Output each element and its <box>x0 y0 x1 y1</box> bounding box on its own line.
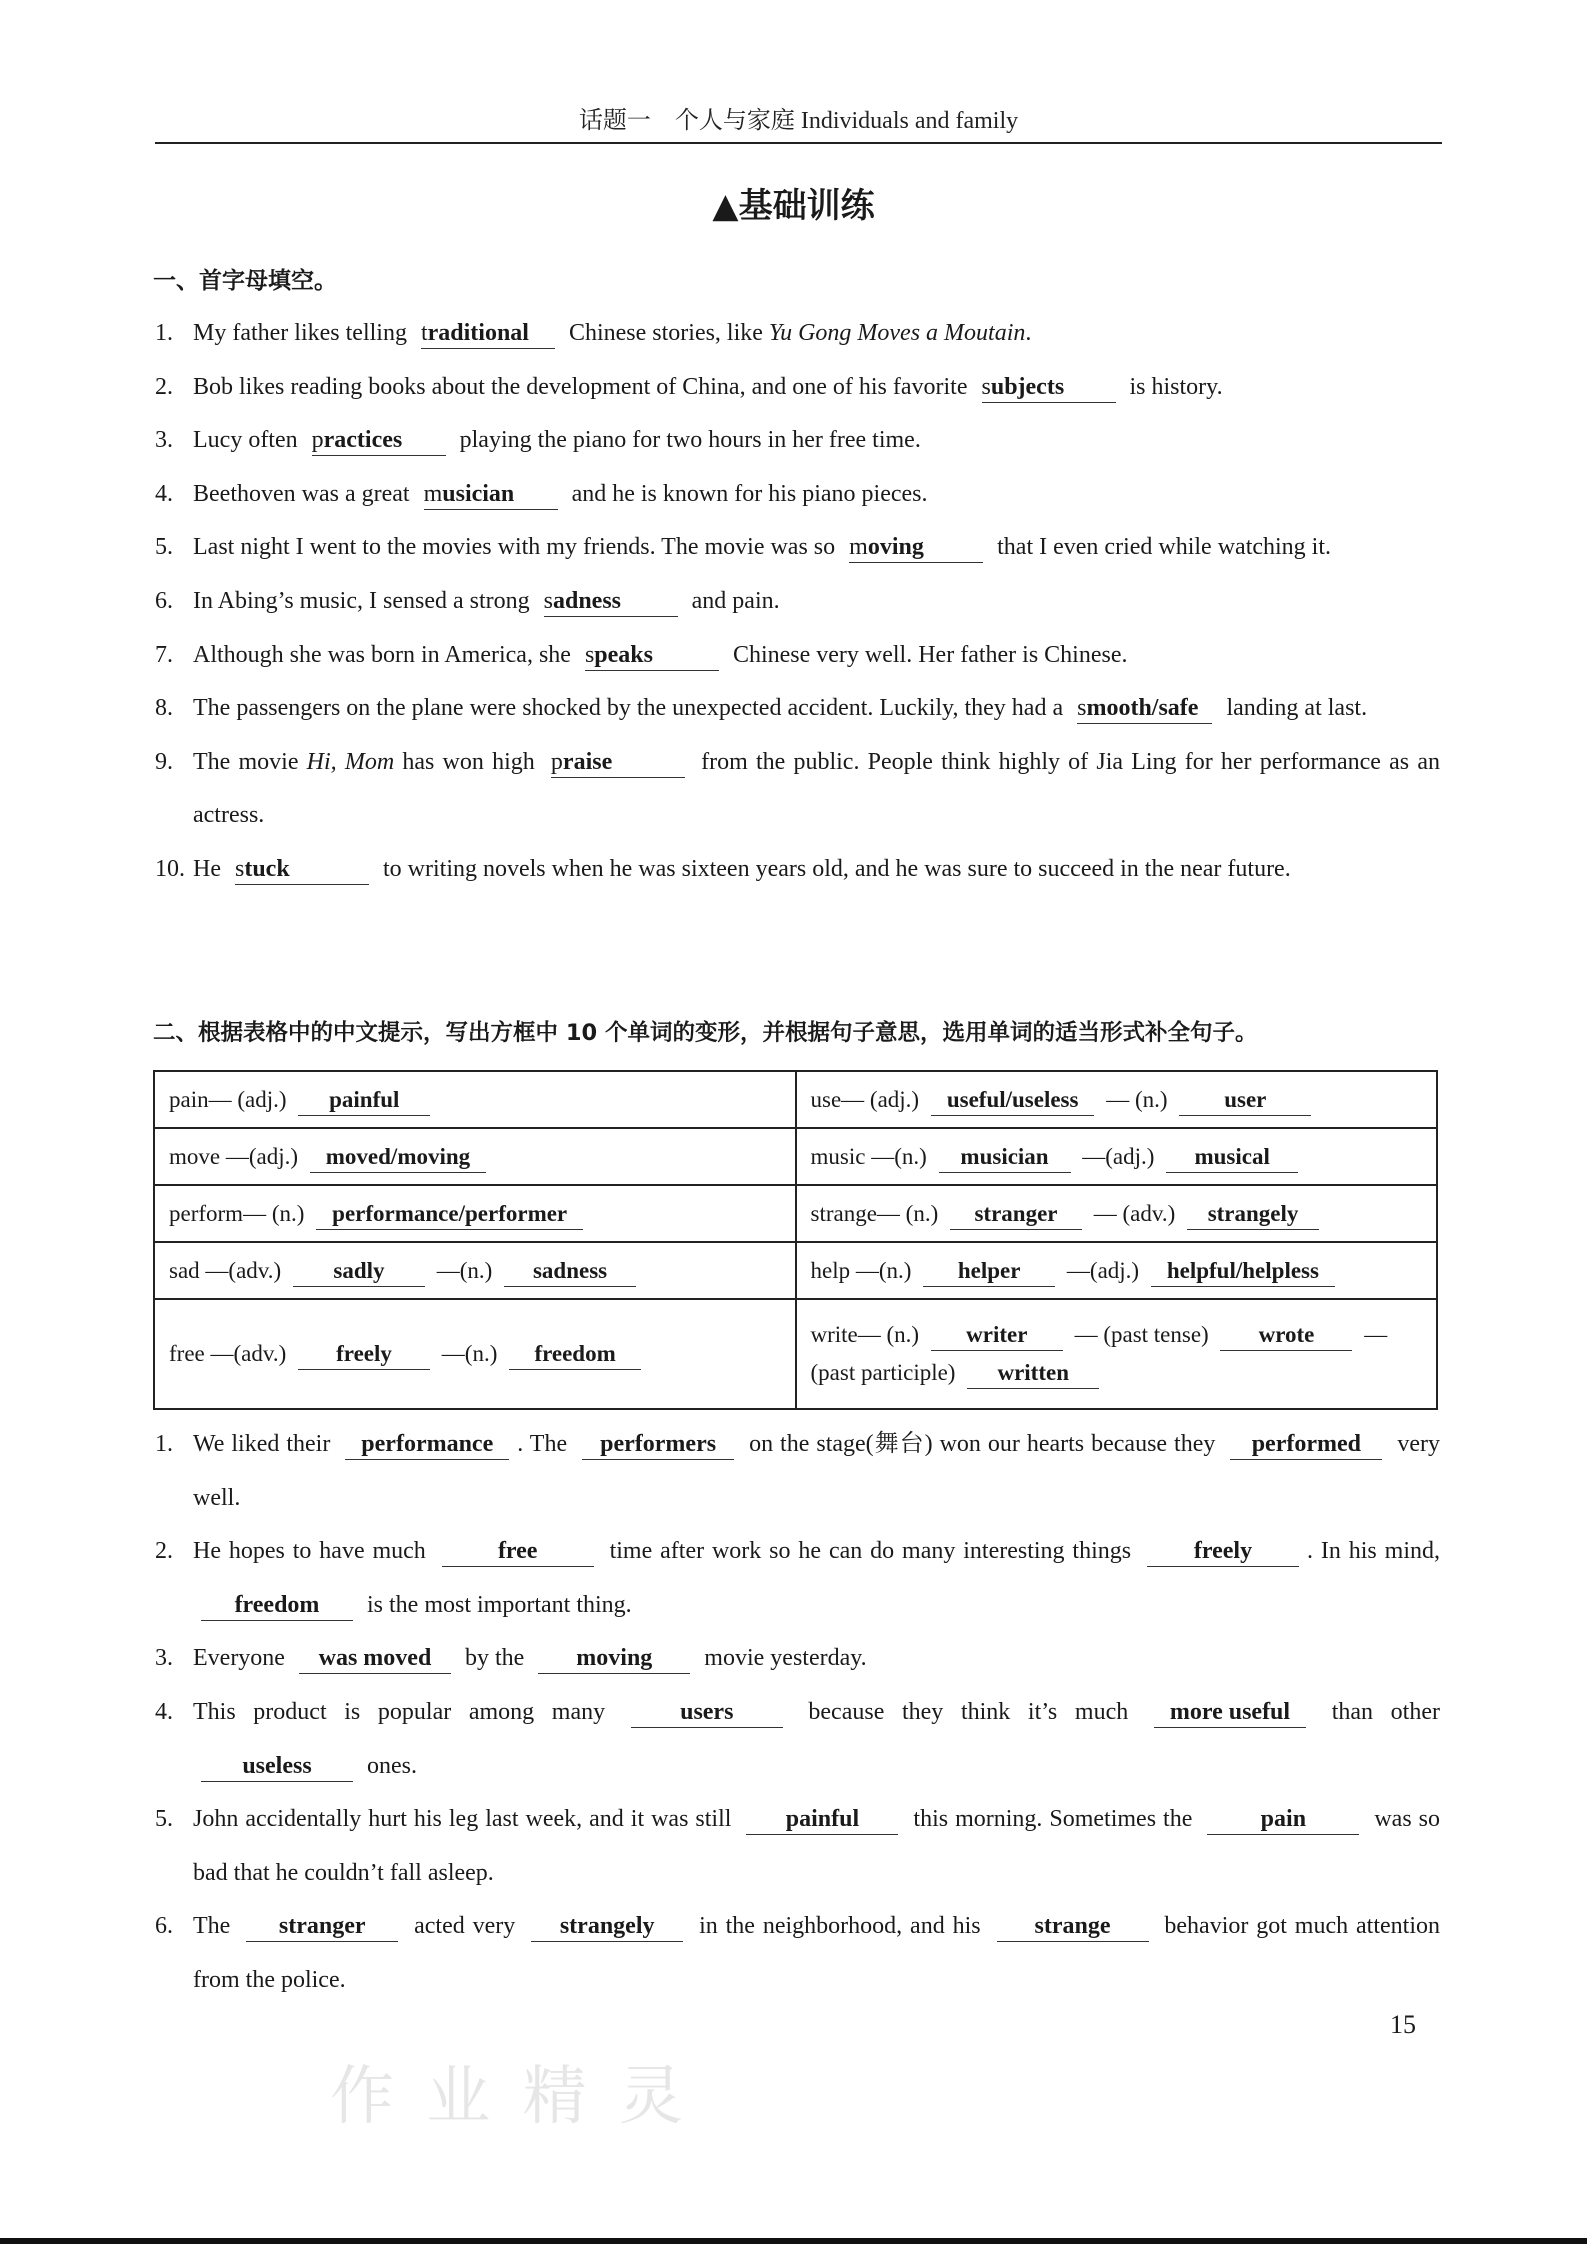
answer-blank <box>310 1142 486 1173</box>
answer-blank <box>631 1697 783 1728</box>
sentence-text: — (past participle) <box>810 1322 1388 1385</box>
sentence-text: and pain. <box>685 587 780 614</box>
sentence-text: pain— (adj.) <box>169 1086 293 1112</box>
table-row <box>154 1242 1437 1299</box>
word-forms-table <box>153 1070 1438 1410</box>
answer-blank <box>424 479 558 510</box>
answer-blank <box>982 372 1116 403</box>
answer-text: helpful/helpless <box>1166 1257 1319 1283</box>
question-item <box>155 414 1440 468</box>
question-number: 1. <box>155 1431 173 1457</box>
answer-blank <box>939 1142 1071 1173</box>
sentence-text: This product is popular among many <box>193 1698 623 1725</box>
sentence-text: and he is known for his piano pieces. <box>565 480 928 507</box>
answer-text: tuck <box>244 855 290 882</box>
answer-blank <box>931 1085 1095 1116</box>
question-number: 8. <box>155 695 173 722</box>
sentence-text: sad —(adv.) <box>169 1257 287 1283</box>
blank-initial-letter: p <box>311 427 324 454</box>
answer-blank <box>585 640 719 671</box>
sentence-text: — (adv.) <box>1088 1200 1182 1226</box>
sentence-text: In Abing’s music, I sensed a strong <box>193 587 536 614</box>
answer-text: freely <box>1193 1538 1253 1565</box>
blank-initial-letter: p <box>550 748 563 775</box>
sentence-text: We liked their <box>193 1431 338 1457</box>
sentence-text: —(adj.) <box>1061 1257 1145 1283</box>
blank-initial-letter: m <box>849 534 868 561</box>
question-item <box>155 736 1440 843</box>
question-item <box>155 1793 1440 1900</box>
sentence-text: —(n.) <box>430 1257 499 1283</box>
sentence-text: music —(n.) <box>810 1143 933 1169</box>
question-number: 10. <box>155 855 185 882</box>
answer-blank <box>201 1590 353 1621</box>
answer-text: writer <box>966 1322 1028 1347</box>
sentence-text: The movie <box>193 748 307 775</box>
sentence-text: Lucy often <box>193 427 304 454</box>
table-cell <box>796 1128 1438 1185</box>
answer-blank <box>950 1199 1082 1230</box>
blank-initial-letter: s <box>584 641 595 668</box>
answer-text: ubjects <box>990 373 1065 400</box>
answer-blank <box>997 1911 1149 1942</box>
answer-text: freedom <box>534 1341 616 1366</box>
blank-initial-letter: m <box>423 480 443 507</box>
question-number: 4. <box>155 1698 173 1725</box>
sentence-text: this morning. Sometimes the <box>906 1806 1200 1833</box>
question-number: 3. <box>155 1645 173 1672</box>
bottom-border <box>0 2238 1587 2244</box>
table-cell <box>154 1071 796 1128</box>
question-number: 6. <box>155 1913 173 1940</box>
answer-text: sadness <box>532 1257 608 1283</box>
question-item <box>155 575 1440 629</box>
sentence-text: acted very <box>406 1913 524 1940</box>
table-cell <box>154 1299 796 1409</box>
answer-text: users <box>680 1698 734 1725</box>
table-cell <box>154 1185 796 1242</box>
question-number: 2. <box>155 1538 173 1565</box>
answer-blank <box>1230 1429 1382 1460</box>
running-header: 话题一 个人与家庭 Individuals and family <box>578 108 1019 134</box>
sentence-text: ones. <box>361 1752 417 1779</box>
answer-text: written <box>997 1360 1069 1385</box>
answer-text: moving <box>576 1645 653 1672</box>
question-number: 5. <box>155 534 173 561</box>
answer-blank <box>967 1358 1099 1389</box>
table-row <box>154 1185 1437 1242</box>
answer-blank <box>531 1911 683 1942</box>
answer-text: user <box>1224 1086 1267 1112</box>
sentence-text: very well. <box>193 1431 1440 1511</box>
answer-text: performance/performer <box>332 1200 568 1226</box>
sentence-text: perform— (n.) <box>169 1200 311 1226</box>
table-cell <box>796 1242 1438 1299</box>
answer-blank <box>1151 1256 1335 1287</box>
question-item <box>155 629 1440 683</box>
answer-text: oving <box>867 534 924 561</box>
sentence-text: help —(n.) <box>810 1257 918 1283</box>
answer-text: stranger <box>278 1913 366 1940</box>
answer-text: performers <box>600 1431 717 1457</box>
answer-text: adness <box>552 587 622 614</box>
blank-initial-letter: s <box>1077 695 1087 722</box>
answer-blank <box>551 747 685 778</box>
question-number: 2. <box>155 373 173 400</box>
question-item <box>155 1686 1440 1793</box>
sentence-text: that I even cried while watching it. <box>991 534 1332 561</box>
answer-blank <box>421 318 555 349</box>
sentence-text: strange— (n.) <box>810 1200 944 1226</box>
answer-text: wrote <box>1258 1322 1315 1347</box>
section2-heading: 二、根据表格中的中文提示，写出方框中 10 个单词的变形，并根据句子意思，选用单词的适当形式补全句子。 <box>153 1020 1258 1046</box>
answer-blank <box>923 1256 1055 1287</box>
question-item <box>155 1632 1440 1686</box>
sentence-text: Chinese very well. Her father is Chinese. <box>726 641 1128 668</box>
sentence-text: John accidentally hurt his leg last week, and it was still <box>193 1806 739 1833</box>
question-item <box>155 307 1440 361</box>
sentence-text: than other <box>1314 1698 1440 1725</box>
table-row <box>154 1071 1437 1128</box>
answer-text: raditional <box>427 320 529 346</box>
sentence-text: playing the piano for two hours in her free time. <box>453 427 921 454</box>
answer-text: raise <box>562 748 613 775</box>
sentence-text: Although she was born in America, she <box>193 641 577 668</box>
sentence-text: is history. <box>1123 373 1223 400</box>
sentence-text: was so bad that he couldn’t fall asleep. <box>193 1806 1440 1886</box>
table-cell <box>796 1071 1438 1128</box>
sentence-text: The passengers on the plane were shocked by the unexpected accident. Luckily, they had a <box>193 695 1070 722</box>
page-title: ▲基础训练 <box>712 186 875 226</box>
question-number: 4. <box>155 480 173 507</box>
italic-title: Yu Gong Moves a Moutain <box>768 320 1026 346</box>
sentence-text: is the most important thing. <box>361 1591 632 1618</box>
sentence-text: —(adj.) <box>1076 1143 1161 1169</box>
answer-text: useful/useless <box>946 1086 1079 1112</box>
sentence-text: Beethoven was a great <box>193 480 416 507</box>
question-number: 6. <box>155 587 173 614</box>
sentence-text: to writing novels when he was sixteen years old, and he was sure to succeed in the near future. <box>376 855 1291 882</box>
answer-blank <box>299 1643 451 1674</box>
answer-text: usician <box>442 480 515 507</box>
answer-text: stranger <box>974 1200 1058 1226</box>
answer-blank <box>201 1751 353 1782</box>
sentence-text: time after work so he can do many interesting things <box>601 1538 1139 1565</box>
answer-text: freely <box>336 1341 392 1366</box>
answer-text: painful <box>329 1086 400 1112</box>
answer-blank <box>1220 1320 1352 1351</box>
sentence-text: from the public. People think highly of Jia Ling for her performance as an actress. <box>193 748 1440 829</box>
answer-blank <box>1147 1536 1299 1567</box>
page-number: 15 <box>1390 2010 1416 2039</box>
sentence-text: landing at last. <box>1220 695 1368 722</box>
sentence-text: — (n.) <box>1100 1086 1174 1112</box>
answer-text: musician <box>960 1143 1049 1169</box>
blank-initial-letter: s <box>234 855 245 882</box>
answer-blank <box>298 1339 430 1370</box>
question-item <box>155 843 1440 897</box>
answer-blank <box>316 1199 583 1230</box>
blank-initial-letter: s <box>543 587 553 614</box>
answer-text: pain <box>1260 1806 1307 1833</box>
sentence-text: write— (n.) <box>810 1322 925 1347</box>
sentence-text: Everyone <box>193 1645 291 1672</box>
table-cell <box>154 1128 796 1185</box>
answer-blank <box>293 1256 425 1287</box>
answer-blank <box>509 1339 641 1370</box>
answer-blank <box>538 1643 690 1674</box>
answer-blank <box>298 1085 430 1116</box>
sentence-text: behavior got much attention from the police. <box>193 1913 1441 1993</box>
sentence-text: The <box>193 1913 239 1940</box>
answer-text: strange <box>1034 1913 1111 1940</box>
answer-blank <box>1166 1142 1298 1173</box>
sentence-text: Chinese stories, like <box>562 320 769 346</box>
sentence-text: because they think it’s much <box>790 1698 1146 1725</box>
question-item <box>155 1418 1440 1525</box>
sentence-text: . The <box>517 1431 575 1457</box>
answer-text: more useful <box>1169 1698 1291 1725</box>
answer-text: free <box>497 1538 538 1565</box>
answer-text: performed <box>1251 1431 1361 1457</box>
answer-text: strangely <box>559 1913 655 1940</box>
answer-blank <box>235 854 369 885</box>
answer-blank <box>1077 693 1212 724</box>
sentence-text: —(n.) <box>436 1341 504 1366</box>
answer-blank <box>544 586 678 617</box>
sentence-text: . In his mind, <box>1307 1538 1440 1565</box>
answer-blank <box>849 532 983 563</box>
sentence-text: use— (adj.) <box>810 1086 925 1112</box>
question-item <box>155 361 1440 415</box>
section1-heading: 一、首字母填空。 <box>153 268 337 294</box>
sentence-text: Bob likes reading books about the development of China, and one of his favorite <box>193 373 974 400</box>
answer-blank <box>582 1429 734 1460</box>
answer-blank <box>746 1804 898 1835</box>
question-item <box>155 1900 1440 2007</box>
answer-blank <box>1154 1697 1306 1728</box>
answer-text: musical <box>1194 1143 1270 1169</box>
sentence-text: on the stage(舞台) won our hearts because they <box>742 1431 1223 1457</box>
sentence-text: . <box>1025 320 1032 346</box>
section2-list <box>155 1418 1440 2008</box>
sentence-text: by the <box>458 1645 531 1672</box>
answer-blank <box>504 1256 636 1287</box>
watermark: 作 业 精 灵 <box>330 2060 690 2134</box>
answer-blank <box>931 1320 1063 1351</box>
header-divider <box>155 142 1442 144</box>
answer-text: peaks <box>594 641 653 668</box>
sentence-text: in the neighborhood, and his <box>691 1913 989 1940</box>
sentence-text: He hopes to have much <box>193 1538 434 1565</box>
answer-blank <box>312 425 446 456</box>
answer-text: painful <box>785 1806 860 1833</box>
sentence-text: Last night I went to the movies with my friends. The movie was so <box>193 534 842 561</box>
answer-text: performance <box>361 1431 494 1457</box>
answer-text: sadly <box>333 1257 385 1283</box>
question-number: 7. <box>155 641 173 668</box>
answer-blank <box>1179 1085 1311 1116</box>
sentence-text: move —(adj.) <box>169 1143 304 1169</box>
question-item <box>155 682 1440 736</box>
question-item <box>155 468 1440 522</box>
answer-text: strangely <box>1207 1200 1299 1226</box>
question-item <box>155 1525 1440 1632</box>
blank-initial-letter: s <box>981 373 991 400</box>
sentence-text: He <box>193 855 227 882</box>
question-number: 9. <box>155 748 173 775</box>
sentence-text: — (past tense) <box>1068 1322 1215 1347</box>
sentence-text: free —(adv.) <box>169 1341 293 1366</box>
italic-title: Hi, Mom <box>306 748 395 775</box>
table-row <box>154 1128 1437 1185</box>
question-number: 3. <box>155 427 173 454</box>
table-row <box>154 1299 1437 1409</box>
answer-text: freedom <box>234 1591 320 1618</box>
answer-text: moved/moving <box>325 1143 471 1169</box>
answer-blank <box>1207 1804 1359 1835</box>
sentence-text: My father likes telling <box>193 320 413 346</box>
sentence-text: has won high <box>394 748 543 775</box>
sentence-text: movie yesterday. <box>698 1645 867 1672</box>
table-cell <box>154 1242 796 1299</box>
question-number: 5. <box>155 1806 173 1833</box>
table-cell <box>796 1299 1438 1409</box>
answer-text: was moved <box>318 1645 432 1672</box>
question-item <box>155 521 1440 575</box>
answer-text: useless <box>242 1752 312 1779</box>
section1-list <box>155 307 1440 897</box>
answer-text: ractices <box>323 427 403 454</box>
blank-initial-letter: t <box>420 320 428 346</box>
answer-blank <box>442 1536 594 1567</box>
answer-text: mooth/safe <box>1086 695 1199 722</box>
question-number: 1. <box>155 320 173 346</box>
answer-text: helper <box>957 1257 1021 1283</box>
table-cell <box>796 1185 1438 1242</box>
answer-blank <box>1187 1199 1319 1230</box>
answer-blank <box>345 1429 509 1460</box>
answer-blank <box>246 1911 398 1942</box>
